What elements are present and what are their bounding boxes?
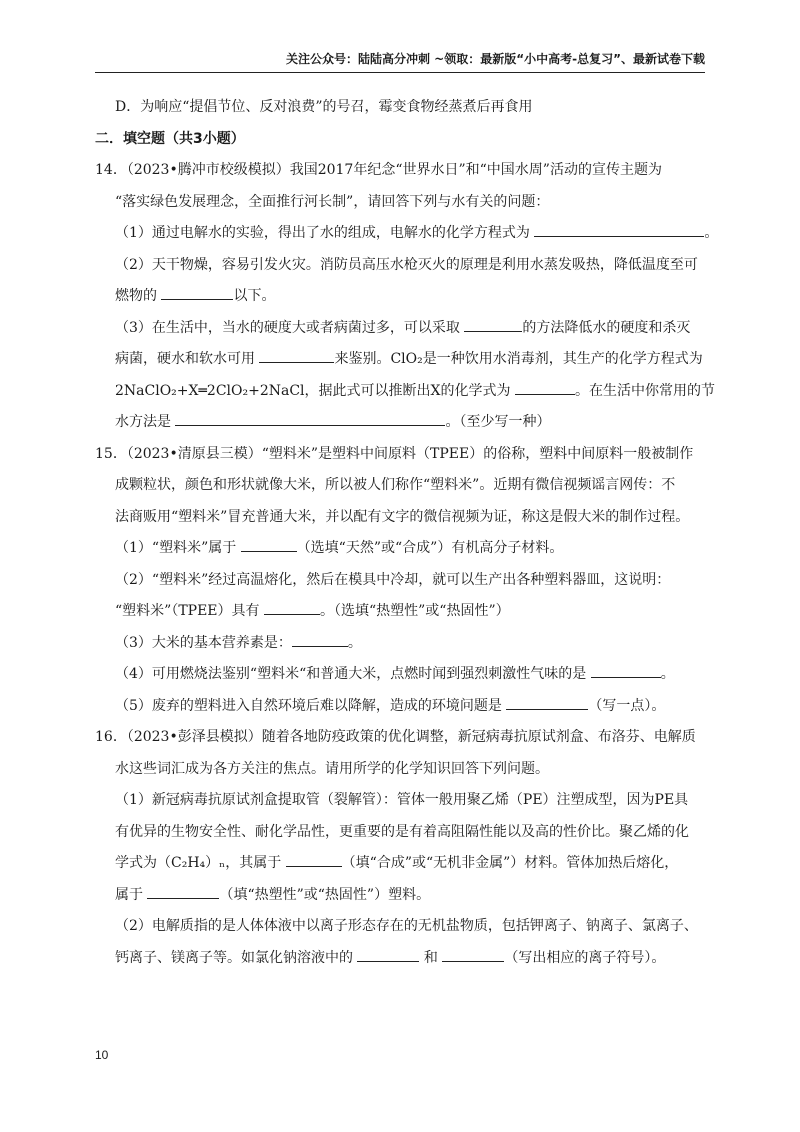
q16-part1-end: 属于 （填“热塑性”或“热固性”）塑料。 bbox=[95, 880, 720, 912]
answer-blank[interactable] bbox=[286, 851, 342, 867]
answer-blank[interactable] bbox=[175, 410, 445, 426]
q16-part1-formula: 学式为（C₂H₄）ₙ，其属于 （填“合成”或“无机非金属”）材料。管体加热后熔化， bbox=[95, 848, 720, 880]
q14-part2-cont: 燃物的 以下。 bbox=[95, 281, 720, 313]
answer-blank[interactable] bbox=[591, 662, 661, 678]
q15-part4: （4）可用燃烧法鉴别“塑料米“和普通大米，点燃时闻到强烈刺激性气味的是 。 bbox=[95, 659, 720, 691]
q14-part3: （3）在生活中，当水的硬度大或者病菌过多，可以采取 的方法降低水的硬度和杀灭 bbox=[95, 313, 720, 345]
q15-part2-cont: “塑料米”（TPEE）具有 。（选填“热塑性”或“热固性”） bbox=[95, 596, 720, 628]
question-15-stem: 15．（2023•清原县三模）“塑料米”是塑料中间原料（TPEE）的俗称，塑料中间原料一般被制作 bbox=[95, 445, 694, 462]
section-heading: 二．填空题（共3小题） bbox=[95, 130, 245, 147]
q14-part3-end: 水方法是 。（至少写一种） bbox=[95, 407, 720, 439]
q16-part2-cont: 钙离子、镁离子等。如氯化钠溶液中的 和 （写出相应的离子符号）。 bbox=[95, 943, 720, 975]
q16-part1-cont: 有优异的生物安全性、耐化学品性，更重要的是有着高阻隔性能以及高的性价比。聚乙烯的化 bbox=[115, 823, 689, 840]
option-d: D．为响应“提倡节位、反对浪费”的号召，霉变食物经蒸煮后再食用 bbox=[115, 99, 533, 115]
q14-part3-cont: 病菌，硬水和软水可用 来鉴别。ClO₂是一种饮用水消毒剂，其生产的化学方程式为 bbox=[95, 344, 720, 376]
q16-part2: （2）电解质指的是人体体液中以离子形态存在的无机盐物质，包括钾离子、钠离子、氯离子、 bbox=[115, 918, 698, 934]
answer-blank[interactable] bbox=[534, 221, 704, 237]
answer-blank[interactable] bbox=[147, 883, 219, 899]
answer-blank[interactable] bbox=[259, 347, 334, 363]
answer-blank[interactable] bbox=[292, 631, 348, 647]
q14-part2: （2）天干物燥，容易引发火灾。消防员高压水枪灭火的原理是利用水蒸发吸热，降低温度至可 bbox=[115, 256, 698, 273]
question-15-stem-cont2: 法商贩用“塑料米”冒充普通大米，并以配有文字的微信视频为证，称这是假大米的制作过程。 bbox=[115, 508, 690, 525]
q15-part3: （3）大米的基本营养素是： 。 bbox=[95, 628, 720, 660]
question-16-stem-cont: 水这些词汇成为各方关注的焦点。请用所学的化学知识回答下列问题。 bbox=[115, 760, 549, 777]
answer-blank[interactable] bbox=[357, 946, 419, 962]
page-header: 关注公众号：陆陆高分冲刺 ~领取：最新版“小中高考-总复习”、最新试卷下载 bbox=[286, 52, 705, 66]
q16-part1: （1）新冠病毒抗原试剂盒提取管（裂解管）：管体一般用聚乙烯（PE）注塑成型，因为PE具 bbox=[115, 792, 689, 808]
answer-blank[interactable] bbox=[506, 694, 588, 710]
answer-blank[interactable] bbox=[241, 536, 297, 552]
answer-blank[interactable] bbox=[442, 946, 504, 962]
answer-blank[interactable] bbox=[464, 316, 522, 332]
question-14-stem: 14．（2023•腾冲市校级模拟）我国2017年纪念“世界水日”和“中国水周”活动的宣传主题为 bbox=[95, 162, 662, 178]
answer-blank[interactable] bbox=[515, 379, 575, 395]
q15-part5: （5）废弃的塑料进入自然环境后难以降解，造成的环境问题是 （写一点）。 bbox=[95, 691, 720, 723]
q15-part1: （1）“塑料米”属于 （选填“天然”或“合成”）有机高分子材料。 bbox=[95, 533, 720, 565]
q14-part1: （1）通过电解水的实验，得出了水的组成，电解水的化学方程式为 。 bbox=[95, 218, 720, 250]
answer-blank[interactable] bbox=[161, 284, 233, 300]
answer-blank[interactable] bbox=[264, 599, 320, 615]
header-divider bbox=[95, 72, 705, 73]
question-16-stem: 16．（2023•彭泽县模拟）随着各地防疫政策的优化调整，新冠病毒抗原试剂盒、布洛芬、电解质 bbox=[95, 729, 696, 745]
question-15-stem-cont: 成颗粒状，颜色和形状就像大米，所以被人们称作“塑料米”。近期有微信视频谣言网传：不 bbox=[115, 477, 676, 493]
document-body bbox=[95, 92, 720, 974]
q15-part2: （2）“塑料米”经过高温熔化，然后在模具中冷却，就可以生产出各种塑料器皿，这说明： bbox=[115, 571, 671, 588]
page-number: 10 bbox=[95, 1048, 109, 1062]
q14-part3-equation: 2NaClO₂+X═2ClO₂+2NaCl，据此式可以推断出X的化学式为 。在生活中你常用的节 bbox=[95, 376, 720, 408]
question-14-stem-cont: “落实绿色发展理念，全面推行河长制”，请回答下列与水有关的问题： bbox=[115, 193, 550, 210]
